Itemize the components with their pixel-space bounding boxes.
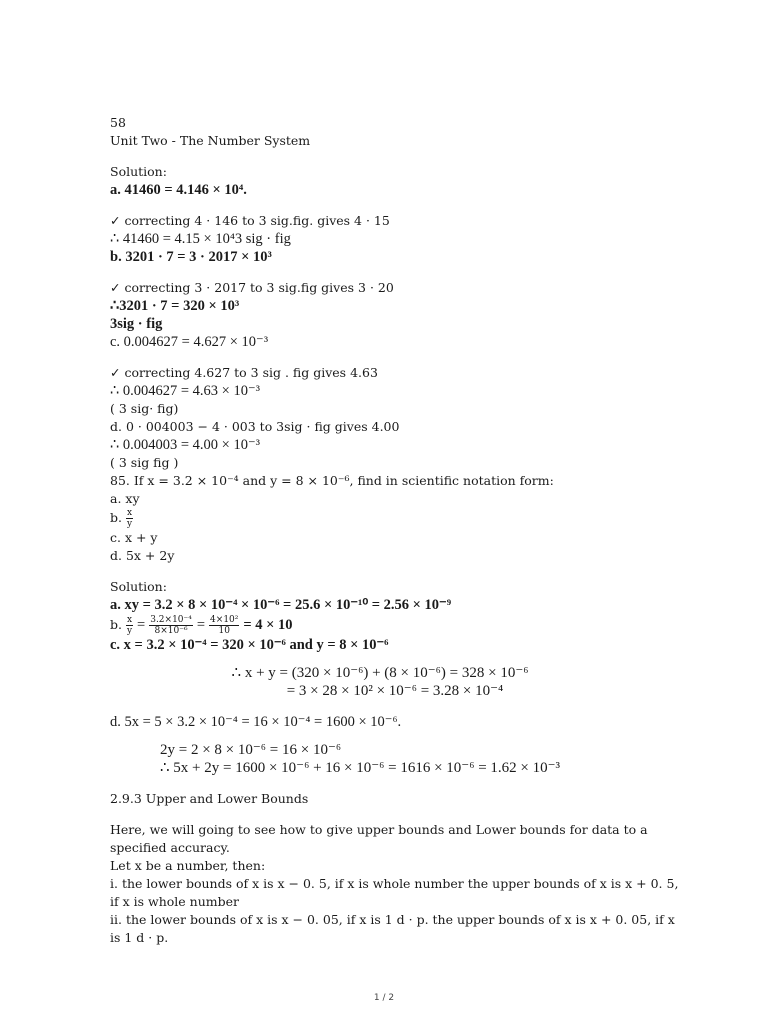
solution-d: d. 0 · 004003 − 4 · 003 to 3sig · fig gives 4.00 <box>110 419 400 434</box>
page-number: 58 <box>110 115 126 130</box>
solution2-b-prefix: b. <box>110 617 122 632</box>
bounds-rule-i-line-1: i. the lower bounds of x is x − 0. 5, if x is whole number the upper bounds of x is x + 0. 5, <box>110 876 679 891</box>
solution2-d-equation-1: 2y = 2 × 8 × 10⁻⁶ = 16 × 10⁻⁶ <box>160 742 342 758</box>
solution-b-sig: 3sig · fig <box>110 316 163 332</box>
solution-b-check: ✓ correcting 3 · 2017 to 3 sig.fig gives 3 · 20 <box>110 280 394 295</box>
solution2-b <box>110 614 650 636</box>
problem-85-d: d. 5x + 2y <box>110 548 175 563</box>
problem-85-c: c. x + y <box>110 530 158 545</box>
equals-sign: = <box>196 617 206 633</box>
bounds-rule-i-line-2: if x is whole number <box>110 894 239 909</box>
solution2-label: Solution: <box>110 579 167 594</box>
problem-85-b <box>110 508 650 529</box>
fraction-simplified <box>209 615 239 636</box>
unit-header: Unit Two - The Number System <box>110 133 311 148</box>
solution2-a: a. xy = 3.2 × 8 × 10⁻⁴ × 10⁻⁶ = 25.6 × 10⁻¹⁰ = 2.56 × 10⁻⁹ <box>110 597 452 613</box>
bounds-rule-ii-line-1: ii. the lower bounds of x is x − 0. 05, if x is 1 d · p. the upper bounds of x is x + 0. 05, if x <box>110 912 675 927</box>
page-indicator: 1 / 2 <box>373 993 395 1003</box>
solution2-c-equation-1: ∴ x + y = (320 × 10⁻⁶) + (8 × 10⁻⁶) = 328 × 10⁻⁶ <box>231 665 529 681</box>
solution2-d: d. 5x = 5 × 3.2 × 10⁻⁴ = 16 × 10⁻⁴ = 1600 × 10⁻⁶. <box>110 714 402 730</box>
section-title: 2.9.3 Upper and Lower Bounds <box>110 791 309 806</box>
fraction-denominator: 8×10⁻⁶ <box>154 626 188 636</box>
solution-c-sig: ( 3 sig· fig) <box>110 401 179 416</box>
section-intro-line-1: Here, we will going to see how to give upper bounds and Lower bounds for data to a <box>110 822 648 837</box>
solution2-c-equation-2: = 3 × 28 × 10² × 10⁻⁶ = 3.28 × 10⁻⁴ <box>286 683 504 699</box>
solution-label: Solution: <box>110 164 167 179</box>
solution-d-result: ∴ 0.004003 = 4.00 × 10⁻³ <box>110 437 260 453</box>
solution-d-sig: ( 3 sig fig ) <box>110 455 179 470</box>
fraction-numerator: 3.2×10⁻⁴ <box>150 615 192 625</box>
section-let: Let x be a number, then: <box>110 858 266 873</box>
fraction-x-over-y <box>126 508 133 529</box>
equals-sign: = <box>137 617 146 633</box>
fraction-denominator: y <box>126 519 133 529</box>
section-intro-line-2: specified accuracy. <box>110 840 230 855</box>
solution2-d-equation-2: ∴ 5x + 2y = 1600 × 10⁻⁶ + 16 × 10⁻⁶ = 1616 × 10⁻⁶ = 1.62 × 10⁻³ <box>160 760 561 776</box>
fraction-substitution <box>149 615 193 636</box>
problem-85-stem: 85. If x = 3.2 × 10⁻⁴ and y = 8 × 10⁻⁶, find in scientific notation form: <box>110 473 554 488</box>
fraction-x-over-y <box>126 615 133 636</box>
solution-c: c. 0.004627 = 4.627 × 10⁻³ <box>110 334 269 350</box>
bounds-rule-ii-line-2: is 1 d · p. <box>110 930 169 945</box>
fraction-denominator: y <box>126 626 133 636</box>
solution-c-check: ✓ correcting 4.627 to 3 sig . fig gives 4.63 <box>110 365 378 380</box>
fraction-numerator: x <box>126 508 133 518</box>
solution-b-result: ∴3201 · 7 = 320 × 10³ <box>110 298 240 314</box>
solution-a-check: ✓ correcting 4 · 146 to 3 sig.fig. gives 4 · 15 <box>110 213 390 228</box>
problem-85-b-prefix: b. <box>110 510 122 525</box>
solution-a-result: ∴ 41460 = 4.15 × 10⁴3 sig · fig <box>110 231 291 247</box>
problem-85-a: a. xy <box>110 491 140 506</box>
fraction-numerator: 4×10² <box>210 615 239 625</box>
page-content <box>110 114 679 947</box>
solution-b: b. 3201 · 7 = 3 · 2017 × 10³ <box>110 249 272 265</box>
fraction-denominator: 10 <box>218 626 230 636</box>
solution2-c: c. x = 3.2 × 10⁻⁴ = 320 × 10⁻⁶ and y = 8 × 10⁻⁶ <box>110 637 389 653</box>
fraction-numerator: x <box>126 615 133 625</box>
solution-a: a. 41460 = 4.146 × 10⁴. <box>110 182 247 198</box>
solution2-b-result: = 4 × 10 <box>243 617 293 633</box>
solution-c-result: ∴ 0.004627 = 4.63 × 10⁻³ <box>110 383 260 399</box>
